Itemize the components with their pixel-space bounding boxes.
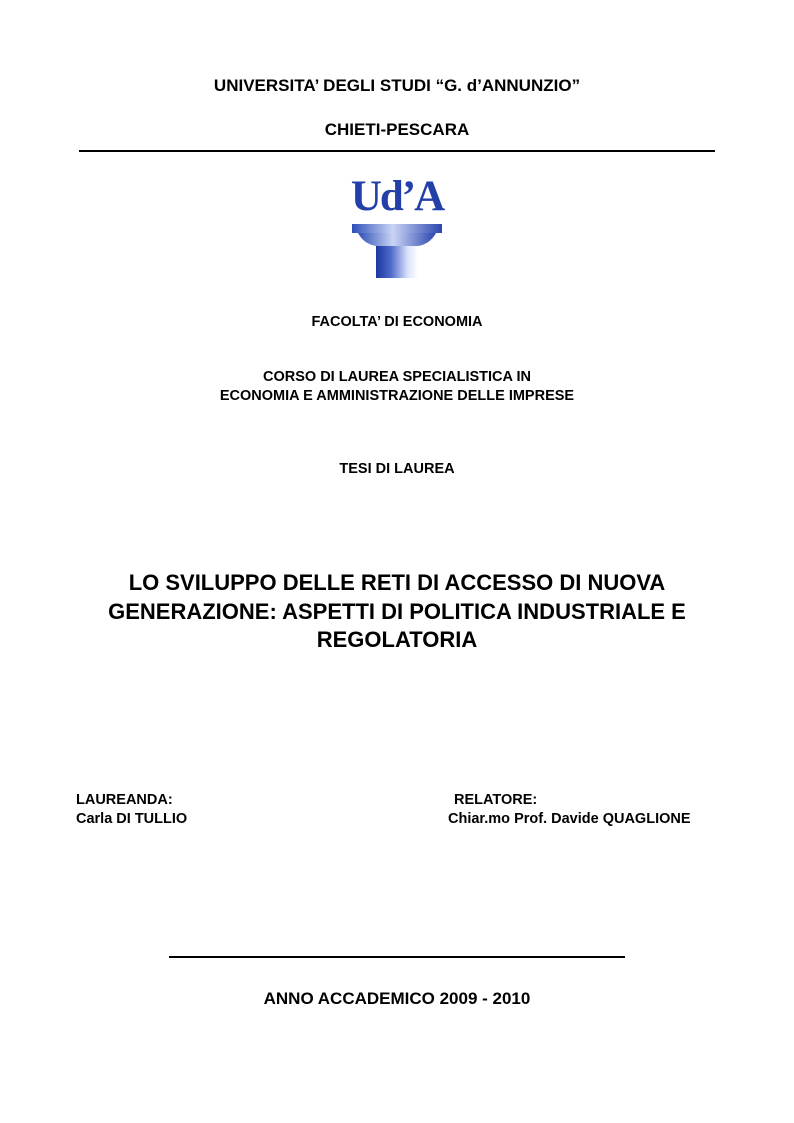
- thesis-type: TESI DI LAUREA: [339, 461, 455, 477]
- student-name: Carla DI TULLIO: [76, 811, 188, 827]
- bottom-divider: [169, 956, 625, 958]
- course-line-2: ECONOMIA E AMMINISTRAZIONE DELLE IMPRESE: [219, 388, 575, 404]
- faculty-name: FACOLTA’ DI ECONOMIA: [311, 314, 483, 330]
- university-logo: [350, 174, 444, 278]
- thesis-title-line-2: GENERAZIONE: ASPETTI DI POLITICA INDUSTRIALE E: [108, 598, 686, 624]
- logo-wordmark: Ud’A: [350, 173, 444, 220]
- top-divider: [79, 150, 715, 152]
- thesis-title-line-3: REGOLATORIA: [316, 627, 478, 652]
- thesis-title: [40, 569, 754, 655]
- student-label: LAUREANDA:: [76, 792, 173, 808]
- university-name: UNIVERSITA’ DEGLI STUDI “G. d’ANNUNZIO”: [213, 76, 581, 95]
- university-city: CHIETI-PESCARA: [324, 120, 470, 139]
- thesis-title-line-1: LO SVILUPPO DELLE RETI DI ACCESSO DI NUOVA: [128, 570, 666, 595]
- advisor-name: Chiar.mo Prof. Davide QUAGLIONE: [448, 811, 691, 827]
- academic-year: ANNO ACCADEMICO 2009 - 2010: [263, 989, 531, 1008]
- course-line-1: CORSO DI LAUREA SPECIALISTICA IN: [263, 369, 531, 385]
- advisor-label: RELATORE:: [454, 792, 538, 808]
